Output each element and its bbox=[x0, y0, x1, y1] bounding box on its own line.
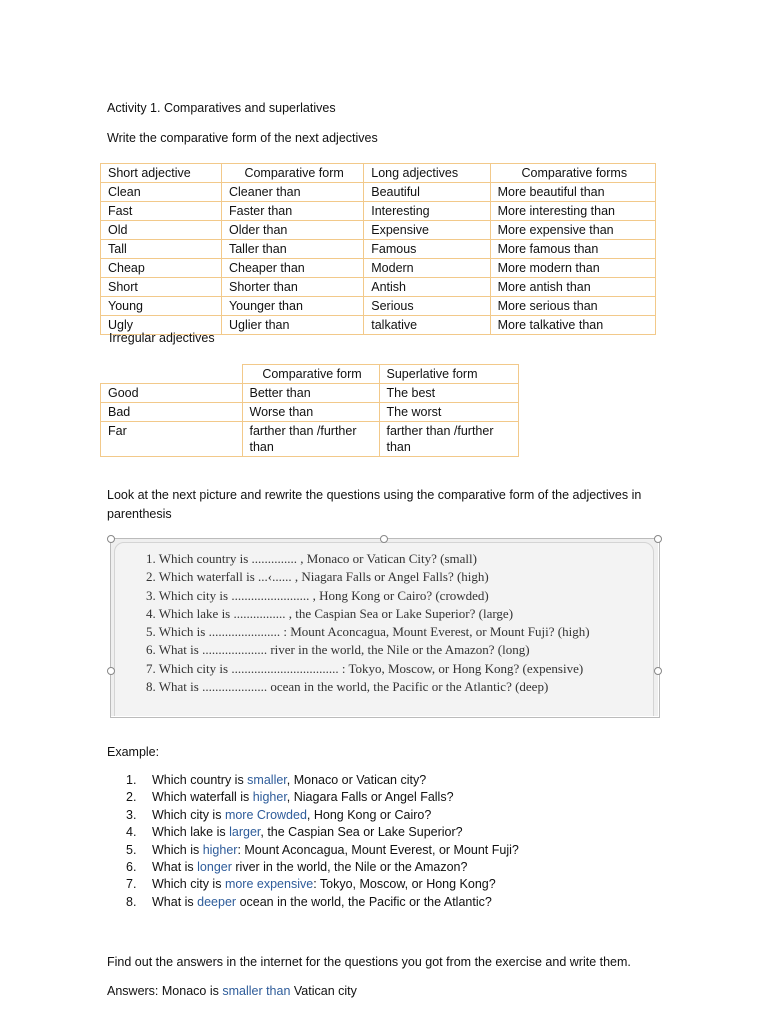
resize-handle[interactable] bbox=[380, 535, 388, 543]
example-number: 3. bbox=[126, 807, 137, 822]
table-cell: More expensive than bbox=[490, 221, 655, 240]
table-cell: Cheaper than bbox=[221, 259, 363, 278]
table-header-row bbox=[101, 365, 519, 384]
example-text: Which country is bbox=[152, 773, 248, 787]
short-long-adjectives-table bbox=[100, 163, 656, 335]
example-highlight: higher bbox=[202, 842, 238, 857]
list-item bbox=[126, 842, 519, 859]
example-highlight: more Crowded bbox=[224, 807, 307, 822]
table-cell: The worst bbox=[379, 403, 519, 422]
table-cell: Young bbox=[101, 297, 222, 316]
picture-question: 5. Which is ...................... : Mount Aconcagua, Mount Everest, or Mount Fuji? (high) bbox=[146, 624, 590, 640]
example-highlight: higher bbox=[252, 790, 287, 805]
example-text: Which waterfall is bbox=[152, 790, 253, 805]
list-item bbox=[126, 859, 519, 876]
table-cell: Better than bbox=[242, 384, 379, 403]
table-cell: Uglier than bbox=[221, 316, 363, 335]
example-number: 7. bbox=[126, 877, 137, 892]
instruction-picture: Look at the next picture and rewrite the questions using the comparative form of the adjectives in parenthesis bbox=[107, 488, 642, 521]
example-text: river in the world, the Nile or the Amazon? bbox=[231, 860, 468, 875]
example-number: 6. bbox=[126, 860, 137, 875]
table-cell: Famous bbox=[364, 240, 490, 259]
activity-title: Activity 1. Comparatives and superlatives bbox=[107, 101, 336, 115]
table-header-cell: Comparative form bbox=[221, 164, 363, 183]
table-row bbox=[101, 422, 519, 457]
table-header-cell: Comparative forms bbox=[490, 164, 655, 183]
list-item bbox=[126, 876, 519, 893]
table-cell: Expensive bbox=[364, 221, 490, 240]
list-item bbox=[126, 824, 519, 841]
example-highlight: deeper bbox=[197, 894, 237, 909]
table-cell: Tall bbox=[101, 240, 222, 259]
example-highlight: smaller bbox=[247, 773, 287, 787]
example-label: Example: bbox=[107, 745, 160, 759]
list-item bbox=[126, 789, 519, 806]
table-cell: More antish than bbox=[490, 278, 655, 297]
example-number: 5. bbox=[126, 842, 137, 857]
table-row bbox=[101, 221, 656, 240]
example-text: : Mount Aconcagua, Mount Everest, or Mount Fuji? bbox=[237, 842, 519, 857]
table-cell: talkative bbox=[364, 316, 490, 335]
table-cell: Beautiful bbox=[364, 183, 490, 202]
example-text: Which city is bbox=[152, 807, 225, 822]
table-cell: Ugly bbox=[101, 316, 222, 335]
example-text: What is bbox=[152, 894, 198, 909]
table-cell: Shorter than bbox=[221, 278, 363, 297]
table-header-cell: Long adjectives bbox=[364, 164, 490, 183]
table-cell: Faster than bbox=[221, 202, 363, 221]
example-text: , Hong Kong or Cairo? bbox=[306, 807, 432, 822]
example-highlight: more expensive bbox=[224, 877, 314, 892]
example-text: Which is bbox=[152, 842, 203, 857]
table-row bbox=[101, 403, 519, 422]
resize-handle[interactable] bbox=[107, 535, 115, 543]
table-cell: Bad bbox=[101, 403, 243, 422]
picture-selection-frame bbox=[110, 538, 660, 718]
example-number: 4. bbox=[126, 825, 137, 840]
table-row bbox=[101, 183, 656, 202]
answer-prefix: Answers: Monaco is bbox=[107, 984, 223, 998]
example-highlight: longer bbox=[197, 860, 232, 875]
example-highlight: larger bbox=[229, 825, 261, 840]
example-text: Which lake is bbox=[152, 825, 230, 840]
picture-question: 2. Which waterfall is ...‹...... , Niagara Falls or Angel Falls? (high) bbox=[146, 569, 489, 585]
table-cell: Short bbox=[101, 278, 222, 297]
example-number: 2. bbox=[126, 790, 137, 805]
table-cell: Cleaner than bbox=[221, 183, 363, 202]
table-cell: More serious than bbox=[490, 297, 655, 316]
picture-question: 7. Which city is ................................. : Tokyo, Moscow, or Hong Kong? (expensive) bbox=[146, 660, 584, 676]
resize-handle[interactable] bbox=[107, 667, 115, 675]
table-cell: Taller than bbox=[221, 240, 363, 259]
instruction-comparative: Write the comparative form of the next adjectives bbox=[107, 131, 378, 145]
example-text: Which city is bbox=[152, 877, 225, 892]
resize-handle[interactable] bbox=[654, 535, 662, 543]
table-header-cell bbox=[101, 365, 243, 384]
table-cell: farther than /further than bbox=[379, 422, 519, 457]
example-text: : Tokyo, Moscow, or Hong Kong? bbox=[313, 877, 496, 892]
table-row bbox=[101, 297, 656, 316]
table-cell: Older than bbox=[221, 221, 363, 240]
answer-suffix: Vatican city bbox=[290, 984, 357, 998]
example-text: ocean in the world, the Pacific or the Atlantic? bbox=[236, 894, 492, 909]
picture-question: 3. Which city is ........................ , Hong Kong or Cairo? (crowded) bbox=[146, 587, 489, 603]
table-cell: Clean bbox=[101, 183, 222, 202]
example-list bbox=[126, 772, 519, 911]
list-item bbox=[126, 894, 519, 911]
answer-highlight: smaller than bbox=[222, 984, 291, 998]
picture-question: 8. What is .................... ocean in the world, the Pacific or the Atlantic? (deep) bbox=[146, 679, 549, 695]
table-cell: Good bbox=[101, 384, 243, 403]
table-cell: Old bbox=[101, 221, 222, 240]
table-cell: Cheap bbox=[101, 259, 222, 278]
table-cell: Serious bbox=[364, 297, 490, 316]
table-row bbox=[101, 278, 656, 297]
picture-question: 6. What is .................... river in the world, the Nile or the Amazon? (long) bbox=[146, 642, 530, 658]
picture-question: 4. Which lake is ................ , the Caspian Sea or Lake Superior? (large) bbox=[146, 605, 514, 621]
table-header-row bbox=[101, 164, 656, 183]
table-cell: More talkative than bbox=[490, 316, 655, 335]
resize-handle[interactable] bbox=[654, 667, 662, 675]
table-header-cell: Comparative form bbox=[242, 365, 379, 384]
table-row bbox=[101, 259, 656, 278]
example-text: , the Caspian Sea or Lake Superior? bbox=[260, 825, 463, 840]
table-cell: The best bbox=[379, 384, 519, 403]
table-cell: More beautiful than bbox=[490, 183, 655, 202]
table-cell: More famous than bbox=[490, 240, 655, 259]
instruction-answers: Find out the answers in the internet for the questions you got from the exercise and write them. bbox=[107, 955, 631, 969]
table-cell: Fast bbox=[101, 202, 222, 221]
example-number: 1. bbox=[126, 773, 137, 787]
table-header-cell: Superlative form bbox=[379, 365, 519, 384]
table-row bbox=[101, 240, 656, 259]
table-cell: Interesting bbox=[364, 202, 490, 221]
example-text: , Niagara Falls or Angel Falls? bbox=[286, 790, 454, 805]
table-row bbox=[101, 202, 656, 221]
table-cell: More modern than bbox=[490, 259, 655, 278]
table-cell: Antish bbox=[364, 278, 490, 297]
table-cell: Modern bbox=[364, 259, 490, 278]
example-text: What is bbox=[152, 860, 198, 875]
irregular-adjectives-table bbox=[100, 364, 519, 457]
example-text: , Monaco or Vatican city? bbox=[286, 773, 427, 787]
table-header-cell: Short adjective bbox=[101, 164, 222, 183]
irregular-adjectives-label: Irregular adjectives bbox=[109, 331, 215, 345]
table-cell: More interesting than bbox=[490, 202, 655, 221]
table-cell: Far bbox=[101, 422, 243, 457]
table-cell: Worse than bbox=[242, 403, 379, 422]
table-cell: farther than /further than bbox=[242, 422, 379, 457]
list-item bbox=[126, 772, 519, 789]
table-cell: Younger than bbox=[221, 297, 363, 316]
answer-line bbox=[107, 983, 357, 999]
picture-question: 1. Which country is .............. , Monaco or Vatican City? (small) bbox=[146, 551, 477, 566]
table-row bbox=[101, 384, 519, 403]
example-number: 8. bbox=[126, 894, 137, 909]
list-item bbox=[126, 807, 519, 824]
